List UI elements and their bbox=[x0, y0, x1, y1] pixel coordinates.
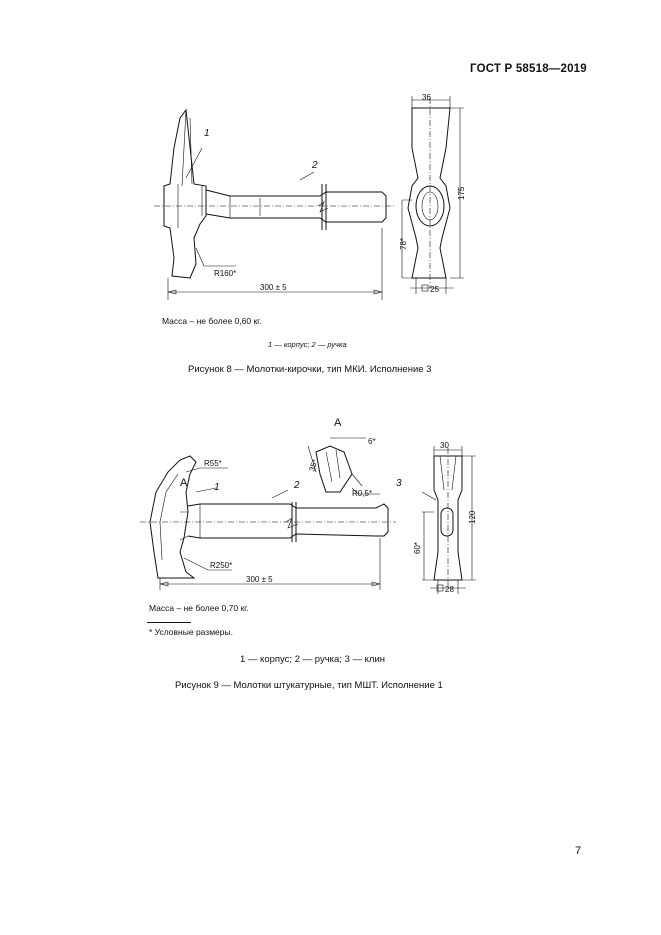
f9-view-label: A bbox=[334, 417, 342, 429]
f8-dim-radius: R160* bbox=[214, 269, 237, 278]
figure-8-legend: 1 — корпус; 2 — ручка bbox=[268, 340, 347, 349]
figure-9-caption: Рисунок 9 — Молотки штукатурные, тип МШТ. Исполнение 1 bbox=[175, 680, 443, 691]
figure-9-drawing bbox=[140, 412, 480, 600]
f9-callout-2: 2 bbox=[294, 480, 300, 491]
f9-callout-3: 3 bbox=[396, 478, 402, 489]
figure-8-mass: Масса – не более 0,60 кг. bbox=[162, 316, 262, 326]
f8-callout-1: 1 bbox=[204, 128, 210, 139]
f8-dim-width: 36 bbox=[422, 93, 431, 102]
standard-number: ГОСТ Р 58518—2019 bbox=[470, 63, 587, 75]
f9-dim-radius-top: R55* bbox=[204, 459, 222, 468]
f9-dim-height: 120 bbox=[468, 510, 477, 524]
f8-dim-length: 300 ± 5 bbox=[260, 283, 287, 292]
f9-callout-1: 1 bbox=[214, 482, 220, 493]
f8-dim-square: 25 bbox=[430, 285, 439, 294]
f9-dim-detail-w: 6* bbox=[368, 437, 376, 446]
f8-dim-lower: 78* bbox=[399, 237, 408, 250]
figure-8-drawing bbox=[150, 88, 480, 303]
f9-dim-length: 300 ± 5 bbox=[246, 575, 273, 584]
f9-dim-width: 30 bbox=[440, 441, 449, 450]
figure-9-footnote: * Условные размеры. bbox=[149, 627, 233, 637]
f8-callout-2: 2 bbox=[312, 160, 318, 171]
f9-dim-lower: 60* bbox=[413, 541, 422, 554]
figure-9-mass: Масса – не более 0,70 кг. bbox=[149, 603, 249, 613]
f9-dim-detail-len: 35* bbox=[307, 458, 320, 473]
figure-8-caption: Рисунок 8 — Молотки-кирочки, тип МКИ. Исполнение 3 bbox=[188, 364, 432, 375]
footnote-rule bbox=[147, 622, 191, 623]
f9-dim-radius-bottom: R250* bbox=[210, 561, 233, 570]
f9-dim-square: 28 bbox=[445, 585, 454, 594]
figure-9-legend: 1 — корпус; 2 — ручка; 3 — клин bbox=[240, 654, 385, 665]
f9-dim-detail-r: R0,5* bbox=[352, 489, 373, 498]
f9-view-marker: A bbox=[180, 477, 188, 489]
f8-dim-height: 175 bbox=[457, 186, 466, 200]
page-number: 7 bbox=[575, 845, 582, 857]
